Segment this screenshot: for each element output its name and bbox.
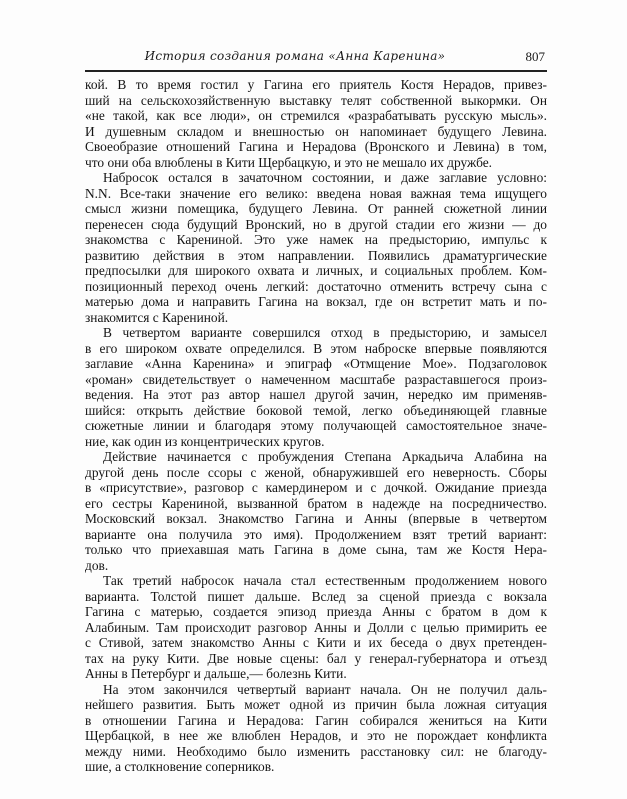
text-line: «роман» свидетельствует о намеченном масштабе разраставшегося произ-	[85, 371, 547, 387]
text-line: кой. В то время гостил у Гагина его приятель Костя Нерадов, привез-	[85, 77, 547, 92]
text-line: в «присутствие», разговор с камердинером и с дочкой. Ожидание приезда	[85, 480, 547, 495]
text-line: шие, а столкновение соперников.	[85, 759, 275, 774]
text-line: развитию действия в этом направлении. Появились драматургические	[85, 247, 547, 263]
text-line: Алабиным. Там происходит разговор Анны и Долли с целью примирить ее	[85, 619, 547, 635]
text-line: матерью дома и направить Гагина на вокзал, где он встретит мать и по-	[85, 294, 547, 309]
paragraph	[85, 77, 547, 170]
text-line: с Стивой, затем знакомство Анны с Кити и их беседа о двух претенден-	[85, 635, 547, 650]
text-line: шийся: открыть действие боковой темой, легко объединяющей главные	[85, 402, 547, 418]
text-line: варианта. Толстой пишет дальше. Вслед за сценой приезда с вокзала	[85, 588, 547, 604]
text-line: N.N. Все-таки значение его велико: введена новая важная тема ищущего	[85, 185, 547, 201]
running-header	[85, 49, 547, 67]
text-line: В четвертом варианте совершился отход в предысторию, и замысел	[103, 325, 547, 340]
page-number: 807	[525, 49, 545, 64]
paragraph	[85, 682, 547, 775]
text-line: в его широком охвате определился. В этом наброске впервые появляются	[85, 340, 547, 356]
text-line: Гагина с матерью, создается эпизод приезда Анны с братом в дом к	[85, 604, 547, 619]
text-line: ший на сельскохозяйственную выставку телят собственной выкормки. Он	[85, 92, 547, 108]
text-line: Действие начинается с пробуждения Степана Аркадьича Алабина на	[103, 449, 547, 464]
text-line: заглавие «Анна Каренина» и эпиграф «Отмщение Мое». Подзаголовок	[85, 356, 547, 371]
text-line: его сестры Карениной, вызванной братом в надежде на посредничество.	[85, 495, 547, 511]
text-line: «не такой, как все люди», он стремился «разрабатывать русскую мысль».	[85, 108, 547, 123]
header-rule	[85, 70, 547, 72]
text-line: смысл жизни помещика, будущего Левина. От ранней сюжетной линии	[85, 201, 547, 216]
paragraph	[85, 573, 547, 682]
text-line: знакомится с Карениной.	[85, 309, 229, 325]
text-line: знакомства с Карениной. Это уже намек на предысторию, импульс к	[85, 232, 547, 247]
text-line: только что приехавшая мать Гагина в доме сына, там же Костя Нера-	[85, 542, 547, 557]
text-line: Своеобразие отношений Гагина и Нерадова (Вронского и Левина) в том,	[85, 139, 547, 154]
text-line: позиционный переход очень легкий: достаточно отменить встречу сына с	[85, 278, 547, 294]
running-title: История создания романа «Анна Каренина»	[144, 49, 446, 63]
text-line: ведения. На этот раз автор нашел другой зачин, нередко им применяв-	[85, 387, 547, 402]
text-line: предпосылки для широкого охвата и личных, и социальных проблем. Ком-	[85, 263, 547, 278]
text-line: сюжетные линии и благодаря этому получающей самостоятельное значе-	[85, 418, 547, 433]
body-text	[85, 77, 547, 775]
text-line: Московский вокзал. Знакомство Гагина и Анны (впервые в четвертом	[85, 511, 547, 526]
text-line: И душевным складом и внешностью он напоминает будущего Левина.	[85, 123, 547, 139]
text-line: тах на руку Кити. Две новые сцены: бал у генерал-губернатора и отъезд	[85, 650, 547, 666]
text-line: нейшего развития. Быть может одной из причин была ложная ситуация	[85, 697, 547, 712]
text-line: Щербацкой, в нее же влюблен Нерадов, и это не порождает конфликта	[85, 728, 547, 743]
text-line: На этом закончился четвертый вариант начала. Он не получил даль-	[103, 681, 547, 697]
text-line: Набросок остался в зачаточном состоянии, и даже заглавие условно:	[103, 170, 547, 185]
paragraph	[85, 449, 547, 573]
text-line: другой день после ссоры с женой, обнаружившей его неверность. Сборы	[85, 464, 547, 480]
text-line: Анны в Петербург и дальше,— болезнь Кити.	[85, 666, 347, 681]
text-line: дов.	[85, 557, 109, 573]
paragraph	[85, 170, 547, 325]
text-line: ние, как один из концентрических кругов.	[85, 433, 325, 449]
text-line: Так третий набросок начала стал естественным продолжением нового	[103, 573, 547, 588]
text-line: перенесен сюда будущий Вронский, но в другой стадии его жизни — до	[85, 216, 547, 232]
paragraph	[85, 325, 547, 449]
text-line: варианте она получила это имя). Продолжением взят третий вариант:	[85, 526, 547, 542]
text-line: что они оба влюблены в Кити Щербацкую, и это не мешало их дружбе.	[85, 154, 493, 170]
text-line: между ними. Необходимо было изменить расстановку сил: не благоду-	[85, 743, 547, 759]
text-line: в отношении Гагина и Нерадова: Гагин собирался жениться на Кити	[85, 712, 547, 728]
